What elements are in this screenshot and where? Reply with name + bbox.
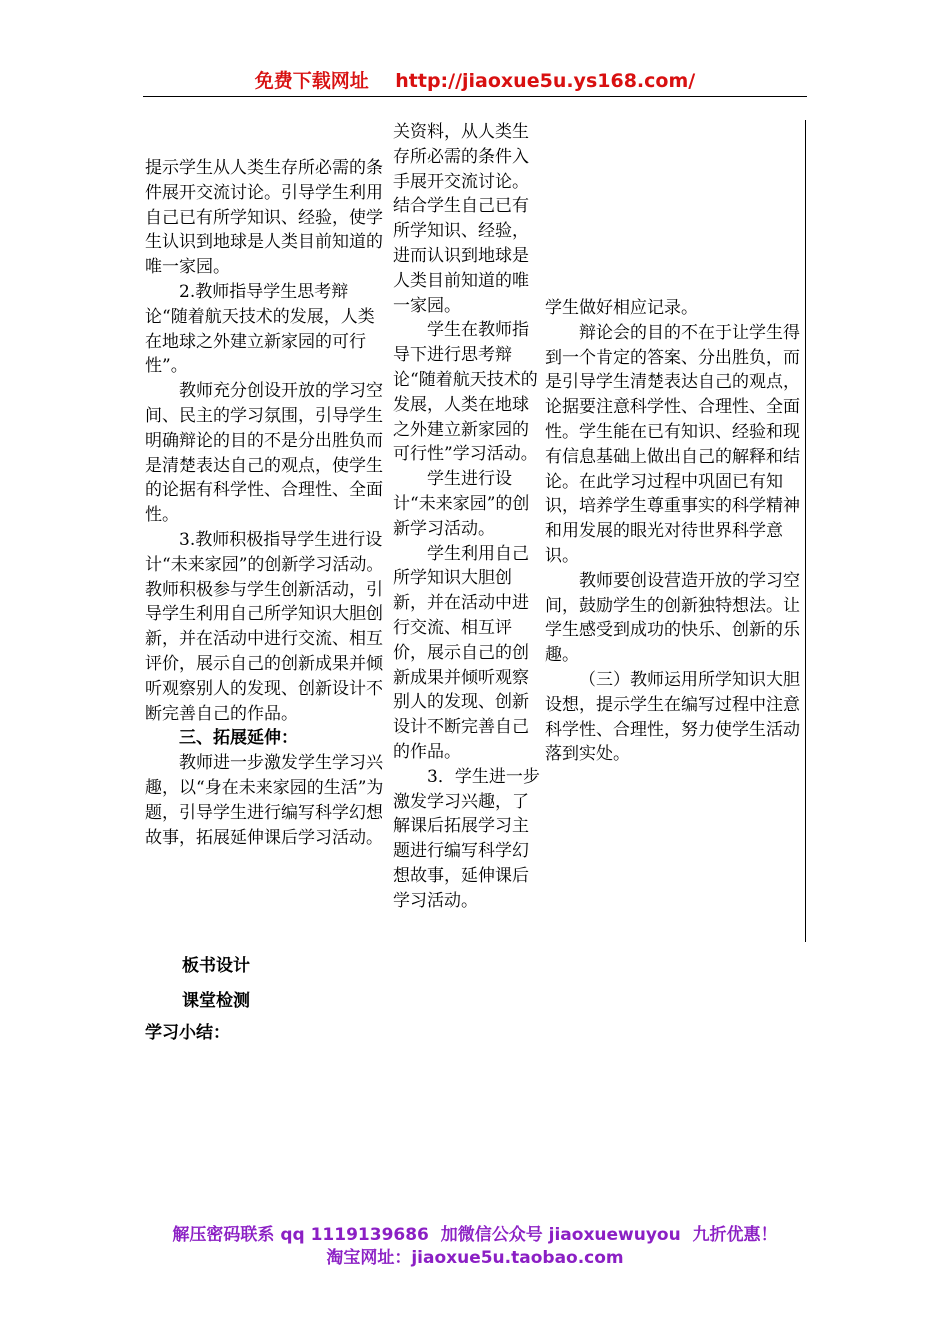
col2-paragraph: 学生进行设计“未来家园”的创新学习活动。 xyxy=(393,469,530,539)
col3-paragraph: 学生做好相应记录。 xyxy=(545,298,698,318)
classroom-test-heading: 课堂检测 xyxy=(182,991,250,1011)
col2-paragraph: 关资料，从人类生存所必需的条件入手展开交流讨论。结合学生自己已有所学知识、经验，进而认识到地球是人类目前知道的唯一家园。 xyxy=(393,122,529,316)
page-header-link: 免费下载网址 http://jiaoxue5u.ys168.com/ xyxy=(254,70,696,92)
col1-paragraph: 教师充分创设开放的学习空间、民主的学习氛围，引导学生明确辩论的目的不是分出胜负而是清楚表达自己的观点，使学生的论据有科学性、合理性、全面性。 xyxy=(145,381,383,526)
footer-shop-line: 淘宝网址：jiaoxue5u.taobao.com xyxy=(326,1248,624,1268)
design-intent-column xyxy=(545,296,805,767)
col3-paragraph: 教师要创设营造开放的学习空间，鼓励学生的创新独特想法。让学生感受到成功的快乐、创新的乐趣。 xyxy=(545,570,800,666)
learning-summary-heading: 学习小结： xyxy=(145,1023,230,1043)
col1-section-heading: 三、拓展延伸： xyxy=(179,728,298,749)
col1-paragraph: 3.教师积极指导学生进行设计“未来家园”的创新学习活动。教师积极参与学生创新活动，引导学生利用自己所学知识大胆创新，并在活动中进行交流、相互评价，展示自己的创新成果并倾听观察别人的发现、创新设计不断完善自己的作品。 xyxy=(145,529,384,724)
teacher-activity-column xyxy=(145,156,390,850)
col1-paragraph: 提示学生从人类生存所必需的条件展开交流讨论。引导学生利用自己已有所学知识、经验，使学生认识到地球是人类目前知道的唯一家园。 xyxy=(145,158,383,278)
col3-paragraph: 辩论会的目的不在于让学生得到一个肯定的答案、分出胜负，而是引导学生清楚表达自己的观点，论据要注意科学性、合理性、全面性。学生能在已有知识、经验和现有信息基础上做出自己的解释和结论。在此学习过程中巩固已有知识，培养学生尊重事实的科学精神和用发展的眼光对待世界科学意识。 xyxy=(545,322,800,566)
footer-contact-line: 解压密码联系 qq 1119139686 加微信公众号 jiaoxuewuyou 九折优惠！ xyxy=(172,1225,778,1245)
col2-paragraph: 学生利用自己所学知识大胆创新，并在活动中进行交流、相互评价，展示自己的创新成果并倾听观察别人的发现、创新设计不断完善自己的作品。 xyxy=(393,543,529,762)
board-design-heading: 板书设计 xyxy=(182,956,250,976)
header-divider xyxy=(143,96,807,97)
col1-paragraph: 2.教师指导学生思考辩论“随着航天技术的发展，人类在地球之外建立新家园的可行性”。 xyxy=(145,281,375,377)
col2-paragraph: 学生在教师指导下进行思考辩论“随着航天技术的发展，人类在地球之外建立新家园的可行性”学习活动。 xyxy=(393,320,538,465)
table-right-border xyxy=(805,120,806,942)
student-activity-column xyxy=(393,120,543,914)
col3-paragraph: （三）教师运用所学知识大胆设想，提示学生在编写过程中注意科学性、合理性，努力使学生活动落到实处。 xyxy=(545,669,800,765)
col2-paragraph: 3．学生进一步激发学习兴趣，了解课后拓展学习主题进行编写科学幻想故事，延伸课后学习活动。 xyxy=(393,766,540,911)
col1-paragraph: 教师进一步激发学生学习兴趣，以“身在未来家园的生活”为题，引导学生进行编写科学幻想故事，拓展延伸课后学习活动。 xyxy=(145,753,384,848)
